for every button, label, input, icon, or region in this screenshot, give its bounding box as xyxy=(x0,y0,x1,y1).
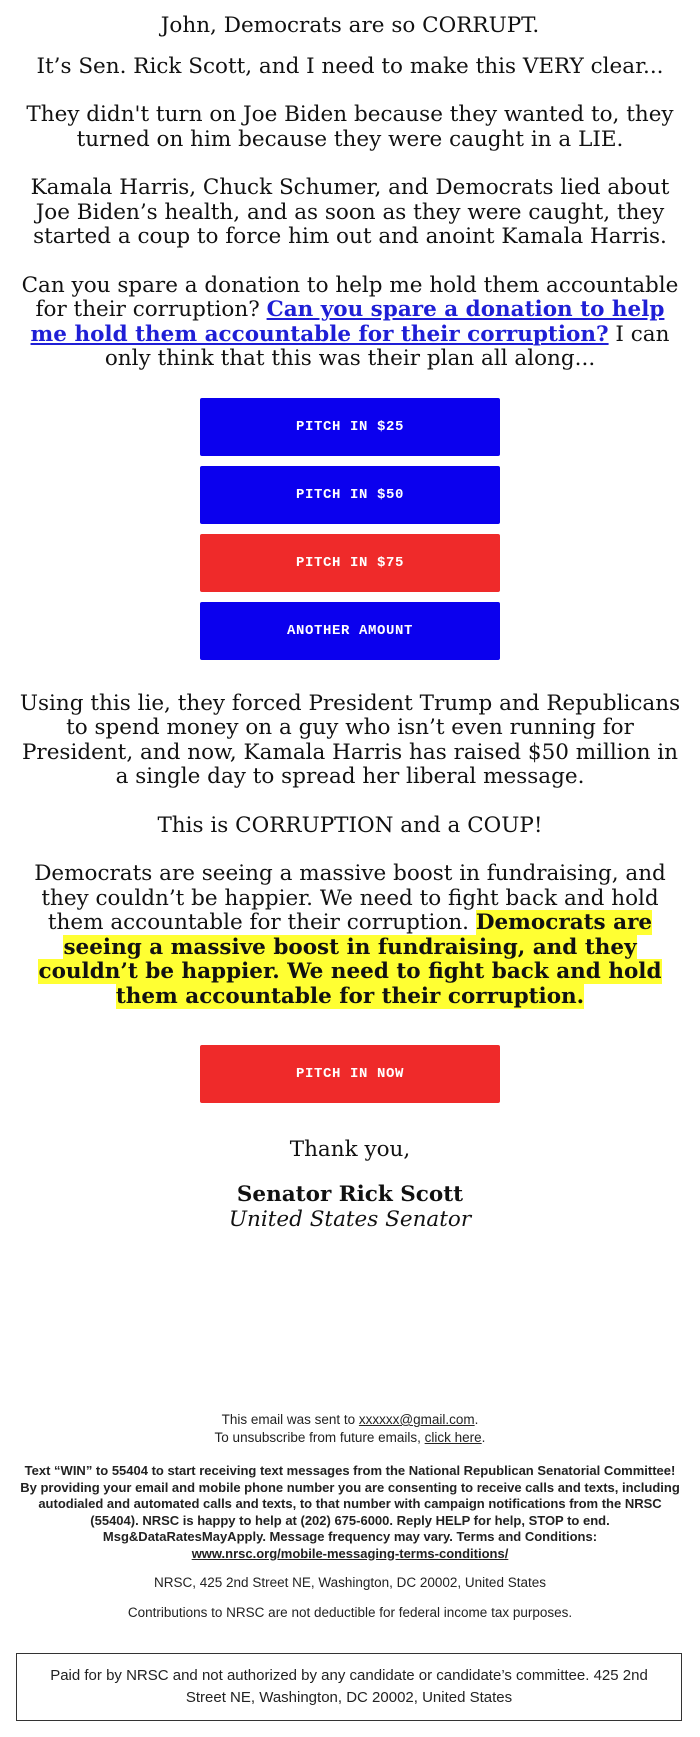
greeting: John, Democrats are so CORRUPT. xyxy=(160,13,540,38)
paragraph-corruption: This is CORRUPTION and a COUP! xyxy=(157,812,543,838)
terms-link[interactable]: www.nrsc.org/mobile-messaging-terms-conditions/ xyxy=(191,1545,509,1561)
paragraph-donation-ask xyxy=(16,274,684,372)
paid-for-disclaimer xyxy=(16,1653,682,1721)
mailing-address: NRSC, 425 2nd Street NE, Washington, DC 20002, United States xyxy=(154,1575,546,1590)
unsubscribe-link[interactable]: click here xyxy=(424,1430,482,1445)
tax-disclaimer: Contributions to NRSC are not deductible for federal income tax purposes. xyxy=(127,1605,573,1620)
sent-to-line xyxy=(20,1411,680,1429)
final-donation xyxy=(16,1045,684,1113)
paragraph-fundraising xyxy=(16,862,684,1009)
unsubscribe-label: To unsubscribe from future emails, xyxy=(214,1430,425,1445)
paragraph-lie: They didn't turn on Joe Biden because they wanted to, they turned on him because they were caught in a LIE. xyxy=(26,102,674,152)
signer-name: Senator Rick Scott xyxy=(236,1182,464,1207)
donation-buttons xyxy=(16,398,684,670)
sent-to-label: This email was sent to xyxy=(221,1412,359,1427)
donation-ask-text: Can you spare a donation to help me hold them accountable for their corruption? xyxy=(21,272,679,322)
pitch-in-50-button[interactable]: PITCH IN $50 xyxy=(200,466,500,524)
paid-for-text: Paid for by NRSC and not authorized by any candidate or candidate’s committee. 425 2nd Street NE, Washington, DC 20002, United States xyxy=(50,1667,648,1706)
another-amount-button[interactable]: ANOTHER AMOUNT xyxy=(200,602,500,660)
sms-legal-text xyxy=(20,1463,680,1562)
plan-text: I can only think that this was their plan all along... xyxy=(104,321,670,371)
signer-title: United States Senator xyxy=(228,1207,472,1232)
unsubscribe-period: . xyxy=(481,1430,486,1445)
pitch-in-now-button[interactable]: PITCH IN NOW xyxy=(200,1045,500,1103)
intro-paragraph: It’s Sen. Rick Scott, and I need to make this VERY clear... xyxy=(36,53,664,79)
sms-legal-body: Text “WIN” to 55404 to start receiving text messages from the National Republican Senatorial Committee! By providing your email and mobile phone number you are consenting to receive calls and texts, including autodialed and automated calls and texts, to that number with campaign notifications from the NRSC (55404). NRSC is happy to help at (202) 675-6000. Reply HELP for help, STOP to end. Msg&DataRatesMayApply. Message frequency may vary. Terms and Conditions: xyxy=(20,1463,680,1544)
thanks-text: Thank you, xyxy=(289,1137,411,1162)
sent-to-period: . xyxy=(474,1412,479,1427)
paragraph-trump: Using this lie, they forced President Trump and Republicans to spend money on a guy who isn’t even running for President, and now, Kamala Harris has raised $50 million in a single day to spread her liberal message. xyxy=(19,690,681,789)
pitch-in-75-button[interactable]: PITCH IN $75 xyxy=(200,534,500,592)
paragraph-coup: Kamala Harris, Chuck Schumer, and Democrats lied about Joe Biden’s health, and as soon as they were caught, they started a coup to force him out and anoint Kamala Harris. xyxy=(30,175,670,249)
unsubscribe-line xyxy=(20,1429,680,1447)
fundraising-text: Democrats are seeing a massive boost in fundraising, and they couldn’t be happier. We need to fight back and hold them accountable for their corruption. xyxy=(34,861,666,935)
fundraising-highlight: Democrats are seeing a massive boost in fundraising, and they couldn’t be happier. We need to fight back and hold them accountable for their corruption. xyxy=(38,910,662,1009)
footer xyxy=(0,1411,700,1622)
recipient-email-link[interactable]: xxxxxx@gmail.com xyxy=(358,1412,475,1427)
donation-link[interactable]: Can you spare a donation to help me hold them accountable for their corruption? xyxy=(30,297,665,347)
pitch-in-25-button[interactable]: PITCH IN $25 xyxy=(200,398,500,456)
signature xyxy=(16,1137,684,1232)
